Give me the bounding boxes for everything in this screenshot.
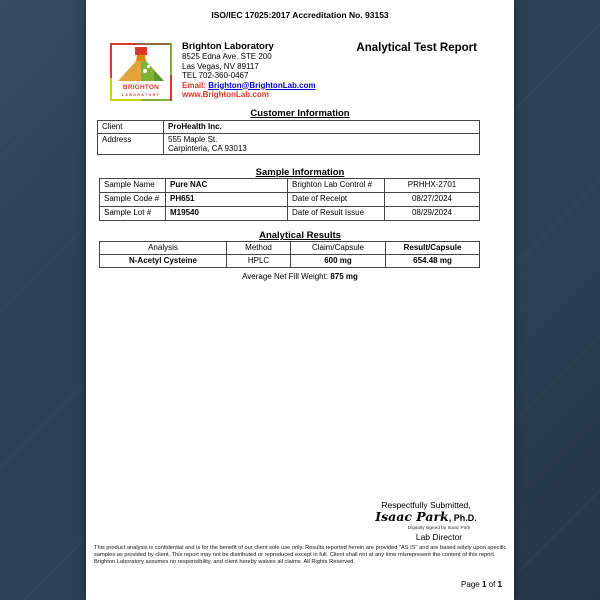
table-row	[98, 121, 480, 134]
accreditation-line: ISO/IEC 17025:2017 Accreditation No. 93153	[211, 10, 389, 20]
lab-control-value-cell: PRHHX-2701	[385, 179, 480, 193]
logo-border	[110, 99, 172, 101]
table-header-row	[100, 242, 480, 255]
sample-info-table	[99, 178, 480, 221]
lab-phone: TEL 702-360-0467	[182, 71, 249, 80]
logo-border	[110, 43, 172, 45]
lab-address-line1: 8525 Edna Ave. STE 200	[182, 52, 272, 61]
report-title: Analytical Test Report	[356, 42, 477, 54]
result-value-cell: 654.48 mg	[386, 255, 480, 268]
lab-website-line	[182, 90, 316, 100]
signature-line	[344, 510, 508, 525]
sample-lot-value-cell: M19540	[166, 207, 288, 221]
signature-name: Isaac Park	[375, 509, 449, 524]
email-label: Email:	[182, 80, 207, 90]
lab-contact-block	[182, 41, 316, 100]
brighton-laboratory-logo	[110, 43, 172, 101]
flask-stopper	[135, 47, 147, 55]
flask-bubble	[143, 69, 147, 73]
analysis-header-cell: Analysis	[100, 242, 227, 255]
client-value-cell: ProHealth Inc.	[164, 121, 480, 134]
lab-address-line2: Las Vegas, NV 89117	[182, 61, 259, 71]
date-receipt-value-cell: 08/27/2024	[385, 193, 480, 207]
lab-control-label-cell: Brighton Lab Control #	[288, 179, 385, 193]
result-header-cell: Result/Capsule	[386, 242, 480, 255]
claim-value-cell: 600 mg	[291, 255, 386, 268]
flask-body	[118, 61, 164, 81]
signature-block	[344, 500, 508, 542]
logo-wordmark: BRIGHTON	[122, 84, 160, 91]
average-fill-weight-value: 875 mg	[330, 272, 358, 281]
table-row	[100, 207, 480, 221]
flask-bubble	[147, 65, 150, 68]
table-row	[100, 255, 480, 268]
sample-info-heading: Sample Information	[255, 167, 345, 178]
date-issue-label-cell: Date of Result Issue	[288, 207, 385, 221]
flask-icon	[110, 47, 172, 81]
signature-credentials: , Ph.D.	[448, 513, 477, 523]
date-receipt-label-cell: Date of Receipt	[288, 193, 385, 207]
customer-info-heading: Customer Information	[250, 108, 350, 119]
lab-director-title: Lab Director	[415, 532, 463, 542]
table-row	[98, 134, 480, 155]
analytical-results-table	[99, 241, 480, 268]
email-link[interactable]: Brighton@BrightonLab.com	[208, 80, 316, 90]
sample-name-value-cell: Pure NAC	[166, 179, 288, 193]
analysis-value-cell: N-Acetyl Cysteine	[100, 255, 227, 268]
claim-header-cell: Claim/Capsule	[291, 242, 386, 255]
disclaimer-text: This product analysis is confidential and is for the benefit of our client sole use only. Results reported herein are provided "AS IS" and are based solely upon specific samples as provided by client. This report may not be distributed or reproduced except in full. Client shall not at any time misrepresent the content of this report. Brighton Laboratory assumes no responsibility, and client hereby waives all claims. All Rights Reserved.	[94, 545, 507, 565]
sample-name-label-cell: Sample Name	[100, 179, 166, 193]
analytical-results-heading: Analytical Results	[259, 230, 341, 241]
date-issue-value-cell: 08/29/2024	[385, 207, 480, 221]
average-fill-weight-label: Average Net Fill Weight:	[242, 272, 329, 281]
sample-code-label-cell: Sample Code #	[100, 193, 166, 207]
client-label-cell: Client	[98, 121, 164, 134]
page-number: Page 1 of 1	[461, 580, 502, 589]
lab-email-line	[182, 81, 316, 91]
table-row	[100, 193, 480, 207]
flask-neck	[136, 55, 146, 62]
website-link[interactable]: www.BrightonLab.com	[182, 90, 269, 99]
signature-right-block	[357, 526, 521, 542]
respectfully-submitted: Respectfully Submitted,	[381, 500, 471, 510]
logo-wordmark-sub: LABORATORY	[121, 93, 161, 97]
lab-name: Brighton Laboratory	[182, 41, 274, 52]
report-page	[86, 0, 514, 600]
customer-info-table	[97, 120, 480, 155]
address-value-cell: 555 Maple St. Carpinteria, CA 93013	[164, 134, 480, 155]
average-fill-weight-line	[86, 272, 514, 281]
table-row	[100, 179, 480, 193]
digitally-signed-note: Digitally signed by Isaac Park	[407, 526, 471, 531]
method-value-cell: HPLC	[227, 255, 291, 268]
address-label-cell: Address	[98, 134, 164, 155]
sample-code-value-cell: PH651	[166, 193, 288, 207]
sample-lot-label-cell: Sample Lot #	[100, 207, 166, 221]
method-header-cell: Method	[227, 242, 291, 255]
